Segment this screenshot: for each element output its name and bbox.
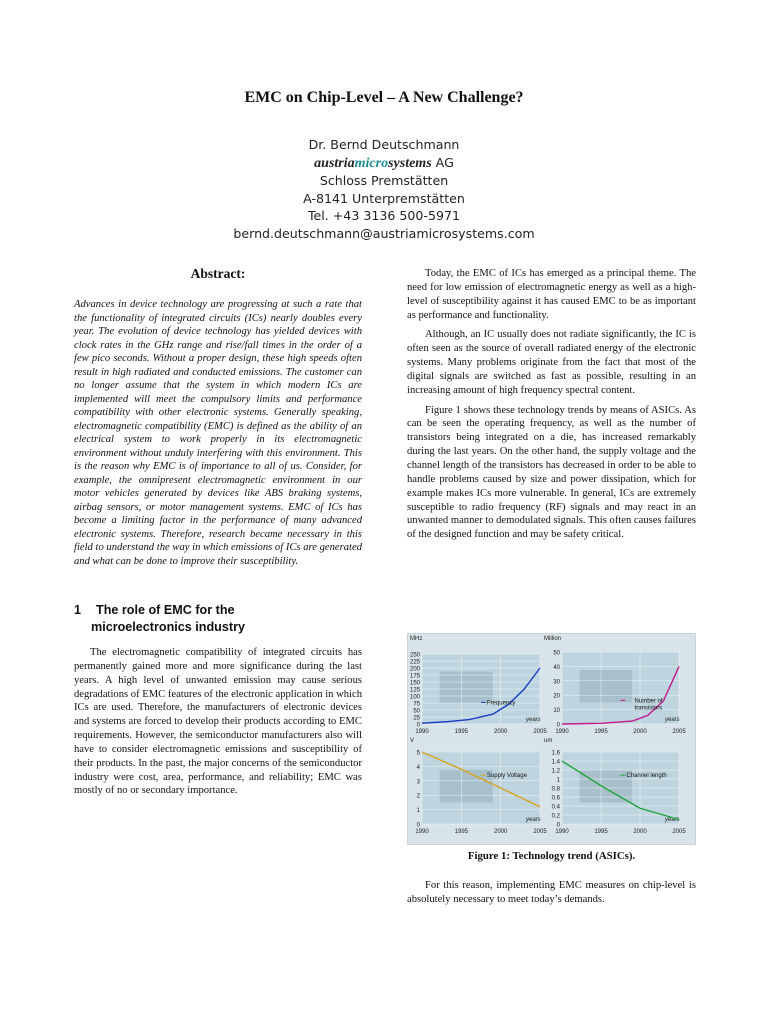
chip-image bbox=[440, 672, 493, 704]
left-column bbox=[74, 266, 362, 798]
x-tick-label: 1990 bbox=[555, 829, 569, 835]
y-tick-label: 0 bbox=[416, 722, 420, 729]
y-tick-label: 10 bbox=[553, 708, 560, 715]
section-1-heading bbox=[74, 602, 362, 636]
x-tick-label: 2005 bbox=[672, 729, 686, 735]
y-tick-label: 0 bbox=[556, 822, 560, 829]
x-tick-label: 2005 bbox=[533, 829, 547, 835]
x-tick-label: 2005 bbox=[533, 729, 547, 735]
y-tick-label: 0.2 bbox=[551, 813, 560, 820]
y-tick-label: 150 bbox=[409, 680, 420, 687]
y-tick-label: 0.6 bbox=[551, 795, 560, 802]
y-tick-label: 1.2 bbox=[551, 768, 560, 775]
x-tick-label: 1990 bbox=[415, 729, 429, 735]
series-label-line-2: transistors bbox=[634, 705, 663, 712]
paragraph-1: Today, the EMC of ICs has emerged as a principal theme. The need for low emission of electromagnetic energy as well as a high-level of susceptibility against it has caused EMC to be as important as performance and functionality. bbox=[407, 268, 696, 321]
telephone: Tel. +43 3136 500-5971 bbox=[307, 208, 461, 224]
x-tick-label: 1995 bbox=[454, 729, 469, 735]
author-name: Dr. Bernd Deutschmann bbox=[308, 137, 460, 152]
y-tick-label: 0 bbox=[556, 722, 560, 729]
chip-image bbox=[580, 670, 633, 702]
author-block bbox=[0, 136, 768, 243]
paragraph-2: Although, an IC usually does not radiate significantly, the IC is often seen as the source of overall radiated energy of the electronic systems. Many problems originate from the fact that most of the digital signals are switched as fast as possible, resulting in an increasing amount of high frequency spectral content. bbox=[407, 329, 696, 396]
abstract-heading: Abstract: bbox=[190, 266, 246, 281]
y-tick-label: 100 bbox=[409, 694, 420, 701]
y-tick-label: 200 bbox=[409, 666, 420, 673]
right-column-continued bbox=[407, 879, 696, 913]
y-tick-label: 1 bbox=[416, 808, 420, 815]
series-label: Number of bbox=[634, 698, 663, 705]
y-tick-label: 50 bbox=[553, 650, 560, 657]
figure-charts bbox=[408, 634, 695, 844]
x-tick-label: 2000 bbox=[633, 829, 647, 835]
y-tick-label: 225 bbox=[409, 659, 420, 666]
y-tick-label: 175 bbox=[409, 673, 420, 680]
x-tick-label: 1990 bbox=[555, 729, 569, 735]
y-tick-label: 125 bbox=[409, 687, 420, 694]
email-address: bernd.deutschmann@austriamicrosystems.com bbox=[233, 225, 535, 241]
y-tick-label: 50 bbox=[413, 708, 420, 715]
x-axis-label: years bbox=[665, 717, 680, 723]
y-axis-label: um bbox=[544, 738, 553, 744]
y-tick-label: 40 bbox=[553, 664, 560, 671]
y-tick-label: 0 bbox=[416, 822, 420, 829]
address-line-2: A-8141 Unterpremstätten bbox=[303, 190, 465, 206]
series-label: Frequency bbox=[486, 700, 516, 707]
y-axis-label: MHz bbox=[410, 636, 423, 642]
section-title-line-1: The role of EMC for the bbox=[96, 603, 235, 617]
y-tick-label: 0.4 bbox=[551, 804, 560, 811]
y-tick-label: 1.6 bbox=[551, 750, 560, 757]
y-tick-label: 20 bbox=[553, 693, 560, 700]
y-tick-label: 1.4 bbox=[551, 759, 560, 766]
x-axis-label: years bbox=[526, 717, 541, 723]
y-tick-label: 75 bbox=[413, 701, 420, 708]
y-axis-label: Million bbox=[544, 636, 562, 642]
paragraph-3: Figure 1 shows these technology trends by means of ASICs. As can be seen the operating frequency, as well as the number of transistors being integrated on a die, has increased remarkably during the last years. On the other hand, the supply voltage and the channel length of the transistors has decreased in order to be able to handle problems caused by size and power dissipation, which for example makes ICs more vulnerable. In general, ICs are extremely susceptible to radio frequency (RF) signals and may react in an unwanted manner to demodulated signals. This often causes failures of the designed function and may be safety critical. bbox=[407, 404, 696, 541]
y-tick-label: 3 bbox=[416, 779, 420, 786]
y-axis-label: V bbox=[410, 738, 415, 744]
x-tick-label: 2000 bbox=[493, 829, 508, 835]
x-tick-label: 1995 bbox=[594, 829, 608, 835]
x-axis-label: years bbox=[665, 817, 680, 823]
x-axis-label: years bbox=[526, 817, 541, 823]
y-tick-label: 25 bbox=[413, 715, 420, 722]
abstract-text: Advances in device technology are progressing at such a rate that the functionality of integrated circuits (ICs) nearly doubles every year. The evolution of device technology has yielded devices with clock rates in the GHz range and rise/fall times in the order of a few pico seconds. Without a proper design, these high speeds often result in high radiated and conducted emissions. The customer can no longer assume that the system in which modern ICs are implemented will meet the compulsory limits and performance compatibility with other electronic systems. Generally speaking, electromagnetic compatibility (EMC) is defined as the ability of an electrical system to work properly in its electromagnetic environment without unduly interfering with this environment. This is the reason why EMC is of importance to all of us. Consider, for example, the omnipresent electromagnetic environment in our motor vehicles generated by devices like ABS braking systems, airbag sensors, or motor management systems. EMC of ICs has become a limiting factor in the performance of many advanced electronic systems. Therefore, research became necessary in this field to understand the way in which emissions of ICs are generated and what can be done to improve their susceptibility. bbox=[74, 299, 362, 567]
y-tick-label: 0.8 bbox=[551, 786, 560, 793]
paragraph-4: For this reason, implementing EMC measures on chip-level is absolutely necessary to meet today’s demands. bbox=[407, 880, 696, 905]
x-tick-label: 1995 bbox=[594, 729, 608, 735]
y-tick-label: 2 bbox=[416, 793, 420, 800]
paper-title: EMC on Chip-Level – A New Challenge? bbox=[244, 89, 524, 106]
x-tick-label: 2005 bbox=[672, 829, 686, 835]
right-column bbox=[407, 267, 696, 548]
y-tick-label: 1 bbox=[556, 777, 560, 784]
x-tick-label: 1995 bbox=[454, 829, 469, 835]
section-number: 1 bbox=[74, 603, 82, 617]
section-1-paragraph: The electromagnetic compatibility of integrated circuits has permanently gained more and more significance during the last years. A high level of unwanted emission may cause serious degradations of EMC features of the electronic application in which ICs are used. Therefore, the manufacturers of electronic devices and systems are forced to develop their products according to EMC requirements. However, the semiconductor manufacturers also will have to consider electromagnetic emissions and susceptibility of their products. In the past, the major concerns of the semiconductor industry were cost, area, performance, and reliability; EMC was mostly of no or secondary importance. bbox=[74, 647, 362, 797]
x-tick-label: 2000 bbox=[633, 729, 647, 735]
section-title-line-2: microelectronics industry bbox=[91, 620, 245, 634]
figure-caption: Figure 1: Technology trend (ASICs). bbox=[467, 850, 636, 862]
figure-technology-trend bbox=[407, 633, 696, 845]
address-line-1: Schloss Premstätten bbox=[319, 173, 449, 189]
company-name: austriamicrosystems AG bbox=[314, 154, 454, 171]
series-label: Supply Voltage bbox=[486, 773, 527, 780]
y-tick-label: 30 bbox=[553, 679, 560, 686]
x-tick-label: 1990 bbox=[415, 829, 429, 835]
series-label: Channel length bbox=[626, 773, 667, 780]
y-tick-label: 4 bbox=[416, 764, 420, 771]
x-tick-label: 2000 bbox=[493, 729, 508, 735]
y-tick-label: 5 bbox=[416, 750, 420, 757]
y-tick-label: 250 bbox=[409, 652, 420, 659]
